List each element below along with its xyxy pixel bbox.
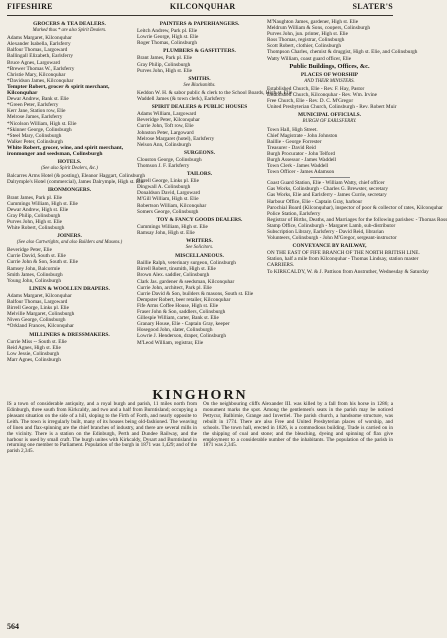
directory-entry: Currie John, Toft row, Elie: [137, 123, 194, 130]
directory-entry: Brant James, Park pl. Elie: [137, 55, 193, 62]
directory-entry: Meldrum William & Sons, coopers, Colinsburgh: [267, 25, 371, 32]
directory-entry: Ramsay John, High st. Elie: [137, 229, 195, 236]
directory-entry: Burgh Procurator - John Telford: [267, 150, 335, 157]
page-header: [7, 4, 393, 16]
directory-entry: Low Jessie, Colinsburgh: [7, 350, 60, 357]
directory-entry: Bruce Agnes, Largoward: [7, 59, 61, 66]
directory-entry: Niven George, Colinsburgh: [7, 317, 66, 324]
directory-entry: Burgh Assessor - James Waddell: [267, 156, 337, 163]
directory-entry: Birrell Robert, tinsmith, High st. Elie: [137, 266, 216, 273]
section-heading: HOTELS.: [57, 159, 82, 166]
directory-entry: Alexander Isabella, Earlsferry: [7, 41, 71, 48]
directory-entry: Gas Works, Colinsburgh - Charles G. Brewster, secretary: [267, 186, 388, 193]
directory-entry: *Brewer Thomas W., Earlsferry: [7, 65, 75, 72]
directory-entry: Currie John, architect, Park pl. Elie: [137, 284, 212, 291]
entry-list: [137, 260, 262, 345]
directory-entry: M'Leod William, registrar, Elie: [137, 339, 204, 346]
directory-entry: Smith James, Colinsburgh: [7, 271, 63, 278]
directory-entry: Gas Works, Elie and Earlsferry - James Currie, secretary: [267, 192, 387, 199]
directory-entry: Chief Magistrate - John Johnston: [267, 132, 338, 139]
entry-list: [267, 127, 392, 176]
entry-list: [137, 111, 262, 148]
entry-list: [137, 157, 262, 169]
section-heading: TAILORS.: [186, 171, 213, 178]
entry-list: [137, 28, 262, 46]
entry-list: [137, 55, 262, 73]
directory-entry: Christie Mary, Kilconquhar: [7, 71, 66, 78]
directory-entry: *Orkland Frances, Kilconquhar: [7, 323, 74, 330]
directory-entry: Ballingall Elizabeth, Earlsferry: [7, 53, 74, 60]
directory-entry: Beveridge Peter, Kilconquhar: [137, 117, 200, 124]
directory-entry: Stamp Office, Colinsburgh - Margaret Lamb, sub-distributor: [267, 222, 396, 229]
featured-entry: White Robert, grocer, wine, and spirit merchant, ironmonger and seedsman, Colinsburgh: [7, 144, 124, 157]
section-name: KILCONQUHAR: [169, 2, 236, 11]
directory-entry: Melrose Margaret (hotel), Earlsferry: [137, 135, 215, 142]
section-note: AND THEIR MINISTERS.: [304, 78, 355, 84]
directory-entry: Beveridge Peter, Elie: [7, 247, 52, 254]
directory-entry: Established Church, Elie - Rev. F. Hay, Pastor: [267, 85, 365, 92]
directory-entry: Young John, Colinsburgh: [7, 277, 61, 284]
section-heading: Public Buildings, Offices, &c.: [289, 62, 370, 70]
directory-entry: Dempster Robert, beer retailer, Kilconquhar: [137, 296, 231, 303]
directory-entry: Kerr Jane, Station row, Elie: [7, 108, 66, 115]
directory-entry: Gray Philip, Colinsburgh: [7, 212, 61, 219]
directory-entry: Currie John & Son, South st. Elie: [7, 259, 78, 266]
entry-list: [137, 224, 262, 236]
section-note: (See also Cartwrights, and also Builders and Masons.): [16, 240, 123, 246]
directory-entry: Hosegood John, slater, Colinsburgh: [137, 327, 213, 334]
directory-entry: Purves John, jun. printer, High st. Elie: [267, 31, 348, 38]
directory-entry: Roger Thomas, Colinsburgh: [137, 40, 197, 47]
directory-entry: Ramsey John, Balcormie: [7, 265, 61, 272]
directory-entry: Melrose James, Earlsferry: [7, 114, 63, 121]
directory-entry: Somers George, Colinsburgh: [137, 208, 199, 215]
directory-entry: White Robert, Colinsburgh: [7, 225, 65, 231]
directory-entry: Nelson Ann, Colinsburgh: [137, 141, 191, 148]
entry-list: [267, 180, 447, 242]
entry-list: [7, 96, 132, 145]
entry-list: [267, 250, 429, 275]
directory-entry: Brant James, Park pl. Elie: [7, 194, 63, 201]
section-heading: PLACES OF WORSHIP: [300, 71, 359, 78]
section-heading: PLUMBERS & GASFITTERS.: [163, 48, 236, 55]
directory-entry: Adams William, Largoward: [137, 111, 197, 118]
directory-entry: ON THE EAST OF FIFE BRANCH OF THE NORTH BRITISH LINE.: [267, 250, 420, 257]
directory-entry: Parochial Board (Kilconquhar), inspector of poor & collector of rates, Kilconquhar: [267, 204, 443, 211]
directory-entry: M'Gill William, High st. Elie: [137, 196, 199, 203]
directory-entry: Donaldson David, Largoward: [137, 190, 201, 197]
directory-entry: Currie David & Son, builders & masons, South st. Elie: [137, 290, 254, 297]
entry-list: [7, 173, 146, 186]
directory-entry: Purves John, High st. Elie: [7, 218, 63, 225]
directory-entry: *Nicolson William, High st. Elie: [7, 120, 77, 127]
directory-entry: Waddell James (& town clerk), Earlsferry: [137, 96, 226, 103]
directory-entry: Balfour Thomas, Largoward: [7, 47, 68, 54]
directory-entry: Marr Agnes, Colinsburgh: [7, 356, 61, 363]
entry-list: [267, 85, 397, 111]
directory-entry: Town Officer - James Adamson: [267, 169, 335, 176]
directory-entry: Currie Miss -- South st. Elie: [7, 338, 67, 345]
directory-entry: To KIRKCALDY, W. & J. Pattison from Anstruther, Wednesday & Saturday: [267, 268, 429, 275]
directory-entry: Purves John, High st. Elie: [137, 67, 193, 74]
directory-entry: Balfour Thomas, Largoward: [7, 299, 68, 306]
entry-list: [7, 293, 132, 330]
entry-list: [137, 89, 293, 103]
directory-entry: Dalrymple's Hotel (commercial), James Dalrymple, High st. Elie: [7, 179, 145, 186]
directory-entry: M'Naughton James, gardener, High st. Elie: [267, 19, 359, 25]
directory-entry: Dingwall A. Colinsburgh: [137, 184, 191, 191]
section-note: (See also Spirit Dealers, &c.): [41, 166, 98, 172]
publisher-name: SLATER'S: [352, 2, 393, 11]
directory-entry: Lowrie George, High st. Elie: [137, 34, 199, 41]
directory-entry: Brown Alex. saddler, Colinsburgh: [137, 272, 210, 279]
directory-entry: Watty William, coast guard officer, Elie: [267, 55, 352, 62]
directory-entry: Volunteers, Colinsburgh - John M'Gregor, sergeant-instructor: [267, 235, 397, 242]
section-heading: SMITHS.: [188, 75, 211, 82]
directory-entry: Baillie - George Forrester: [267, 138, 322, 145]
directory-entry: Clark Jas. gardener & seedsman, Kilconquhar: [137, 278, 235, 285]
kinghorn-body: [7, 402, 393, 622]
directory-entry: Harbour Office, Elie - Captain Gray, harbour: [267, 198, 363, 205]
section-heading: GROCERS & TEA DEALERS.: [33, 21, 106, 27]
directory-entry: Town Clerk - James Waddell: [267, 163, 329, 170]
section-heading: PAINTERS & PAPERHANGERS.: [159, 21, 240, 27]
kinghorn-heading: KINGHORN: [152, 388, 248, 403]
directory-entry: CARRIERS.: [267, 262, 295, 269]
directory-entry: Thomson J. F. Earlsferry: [137, 162, 190, 169]
directory-entry: Dewar Andrew, Bank st. Elie: [7, 96, 69, 103]
entry-list: [137, 178, 262, 215]
section-heading: SURGEONS.: [183, 149, 215, 156]
directory-entry: Adams Margaret, Kilconquhar: [7, 292, 72, 299]
column-1: [7, 19, 146, 389]
section-heading: TOY & FANCY GOODS DEALERS.: [156, 216, 243, 223]
directory-entry: Johnston Peter, Largoward: [137, 129, 194, 136]
directory-entry: Baillie Ralph, veterinary surgeon, Colinsburgh: [137, 260, 236, 267]
directory-page: [7, 2, 447, 631]
directory-entry: United Presbyterian Church, Colinsburgh - Rev. Robert Muir: [267, 104, 397, 111]
directory-entry: Ross Thomas, registrar, Colinsburgh: [267, 37, 345, 44]
entry-list: [7, 339, 132, 363]
kinghorn-paragraph-left: IS a town of considerable antiquity, and a royal burgh and parish, 11 miles north from Edinburgh, three south from Kirkcaldy, and two and a half from Burntisland; occupying a pleasant situation on the side of a hill, sloping to the Firth of Forth, and nearly opposite to Leith. The town is irregularly built, many of its houses being old-fashioned. The weaving of linen and flax-spinning are the chief branches of industry, and there are several mills in the vicinity. There is a station on the Edinburgh, Perth and Dundee Railway, and the harbour is used by small craft. The burgh unites with Kirkcaldy, Dysart and Burntisland in returning one member to Parliament. Population of the burgh in 1871 was 1,429; and of the parish 2,345.: [7, 401, 197, 455]
directory-entry: Town Hall, High Street.: [267, 126, 318, 133]
section-heading: MISCELLANEOUS.: [175, 253, 224, 260]
directory-entry: Gillespie William, carter, Bank st. Elie: [137, 315, 219, 322]
directory-entry: Granary House, Elie - Captain Gray, keeper: [137, 321, 230, 328]
section-heading: CONVEYANCE BY RAILWAY,: [292, 243, 367, 250]
page-number: 564: [7, 621, 19, 631]
entry-list: [7, 195, 132, 232]
directory-entry: Registrar of Births, Deaths, and Marriages for the following parishes: - Thomas Ross: [267, 216, 447, 223]
directory-entry: *Steel Mary, Colinsburgh: [7, 132, 62, 139]
directory-entry: Cummings William, High st. Elie: [137, 223, 208, 230]
directory-entry: Currie David, South st. Elie: [7, 253, 66, 260]
section-heading: LINEN & WOOLLEN DRAPERS.: [29, 285, 110, 292]
directory-entry: Reid Agnes, High st. Elie: [7, 344, 61, 351]
section-heading: JOINERS.: [57, 233, 82, 240]
directory-entry: *Green Peter, Earlsferry: [7, 102, 59, 109]
section-note: BURGH OF EARLSFERRY.: [302, 119, 357, 125]
divider: [310, 177, 350, 178]
column-3: [267, 19, 447, 389]
directory-entry: Adams Margaret, Kilconquhar: [7, 35, 72, 42]
directory-entry: Scott Robert, clothier, Colinsburgh: [267, 43, 341, 50]
section-heading: MUNICIPAL OFFICIALS.: [297, 112, 362, 119]
county-name: FIFESHIRE: [7, 2, 53, 11]
directory-entry: Treasurer - David Reid: [267, 144, 316, 151]
section-heading: SPIRIT DEALERS & PUBLIC HOUSES: [151, 104, 248, 111]
directory-entry: Established Church, Kilconquhar - Rev. Wm. Irvine: [267, 92, 378, 99]
directory-entry: Birrell George, Links pl. Elie: [137, 178, 199, 185]
directory-entry: *Davidson James, Kilconquhar: [7, 77, 74, 84]
directory-entry: Clouston George, Colinsburgh: [137, 156, 202, 163]
entry-list: [7, 247, 132, 284]
directory-entry: Free Church, Elie - Rev. D. C. M'Gregor: [267, 98, 354, 105]
directory-entry: Gray Philip, Colinsburgh: [137, 61, 191, 68]
section-heading: IRONMONGERS.: [47, 187, 92, 194]
section-heading: MILLINERS & DRESSMAKERS.: [29, 331, 110, 338]
directory-entry: Cummings William, High st. Elie: [7, 200, 78, 207]
directory-entry: Subscription Library, Earlsferry - David Reid, librarian: [267, 229, 384, 235]
directory-entry: Station, half a mile from Kilconquhar - Thomas Lindsay, station master: [267, 256, 419, 263]
directory-columns: [7, 19, 447, 389]
section-note: See Solicitors.: [185, 245, 214, 251]
entry-list: [7, 35, 132, 84]
section-note: See Blacksmiths.: [183, 82, 216, 88]
directory-entry: Keddon W. H. & sabor public & clerk to the School Boards, High st. Elie: [137, 89, 293, 96]
directory-entry: Birrell George, Links pl. Elie: [7, 305, 69, 312]
section-heading: WRITERS.: [186, 238, 213, 244]
directory-entry: Coast Guard Station, Elie - William Watty, chief officer: [267, 180, 385, 187]
directory-entry: Balcarres Arms Hotel (& posting), Eleanor Haggart, Colinsburgh: [7, 173, 146, 180]
featured-entry: Tempter Robert, grocer & spirit merchant, Kilconquhar: [7, 83, 110, 97]
entry-list: [267, 19, 418, 62]
directory-entry: *Skinner George, Colinsburgh: [7, 126, 72, 133]
directory-entry: Lowrie J. Henderson, draper, Colinsburgh: [137, 333, 226, 340]
directory-entry: Thompson Charles, chemist & druggist, High st. Elie, and Colinsburgh: [267, 49, 418, 56]
directory-entry: Fife Arms Coffee House, High st. Elie: [137, 302, 219, 309]
directory-entry: Leitch Andrew, Park pl. Elie: [137, 28, 198, 35]
kinghorn-paragraph-right: On the neighbouring cliffs Alexander III. was killed by a fall from his horse in 1286; a monument marks the spot. Among the gentlemen's seats in the parish may be noticed Pettycur, Balbirnie, Grange and Invertiel. The parish church, a handsome structure, was rebuilt in 1774. There are also Free and United Presbyterian places of worship, and schools. The town hall, erected in 1826, is a commodious building. Trade is carried on in the shipping of coal and stone; and the bleaching, dyeing and spinning of flax give employment to a considerable number of the inhabitants. The population of the parish in 1871 was 2,345.: [203, 401, 393, 449]
section-note: Marked thus * are also Spirit Dealers.: [32, 28, 107, 34]
directory-entry: Dewar Andrew, High st. Elie: [7, 206, 69, 213]
directory-entry: Police Station, Earlsferry: [267, 210, 321, 217]
directory-entry: Fraser John & Son, saddlers, Colinsburgh: [137, 309, 226, 316]
directory-entry: Walker Peter, Colinsburgh: [7, 138, 63, 145]
directory-entry: Robertson William, Kilconquhar: [137, 202, 207, 209]
directory-entry: Melville Margaret, Colinsburgh: [7, 311, 75, 318]
